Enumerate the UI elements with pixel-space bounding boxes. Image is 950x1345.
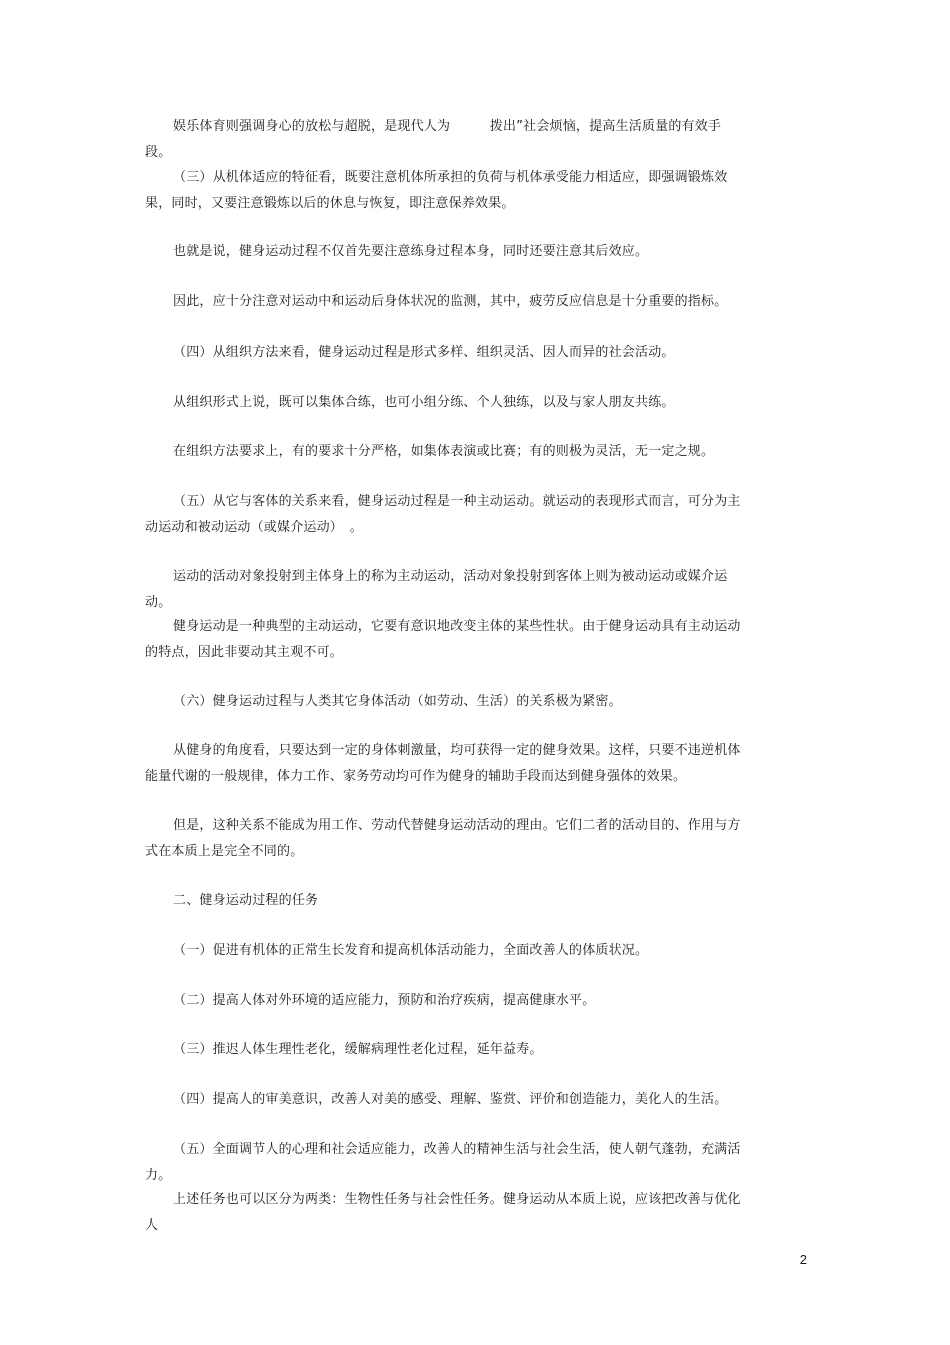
paragraph-17: （三）推迟人体生理性老化，缓解病理性老化过程，延年益寿。 <box>173 1042 543 1057</box>
paragraph-15: （一）促进有机体的正常生长发育和提高机体活动能力，全面改善人的体质状况。 <box>173 943 649 958</box>
paragraph-12: 从健身的角度看，只要达到一定的身体刺激量，均可获得一定的健身效果。这样，只要不违逆机体能量代谢的一般规律，体力工作、家务劳动均可作为健身的辅助手段而达到健身强体的效果。 <box>145 743 741 784</box>
page-number: 2 <box>799 1252 807 1267</box>
paragraph-19: （五）全面调节人的心理和社会适应能力，改善人的精神生活与社会生活，使人朝气蓬勃，充满活力。 <box>145 1142 741 1183</box>
paragraph-18: （四）提高人的审美意识，改善人对美的感受、理解、鉴赏、评价和创造能力，美化人的生活。 <box>173 1092 728 1107</box>
paragraph-6: 从组织形式上说，既可以集体合练，也可小组分练、个人独练，以及与家人朋友共练。 <box>173 395 675 410</box>
paragraph-10: 健身运动是一种典型的主动运动，它要有意识地改变主体的某些性状。由于健身运动具有主动运动的特点，因此非要动其主观不可。 <box>145 619 741 660</box>
paragraph-8: （五）从它与客体的关系来看，健身运动过程是一种主动运动。就运动的表现形式而言，可分为主动运动和被动运动（或媒介运动） 。 <box>145 494 741 535</box>
paragraph-5: （四）从组织方法来看，健身运动过程是形式多样、组织灵活、因人而异的社会活动。 <box>173 345 675 360</box>
paragraph-2: （三）从机体适应的特征看，既要注意机体所承担的负荷与机体承受能力相适应，即强调锻炼效果，同时，又要注意锻炼以后的休息与恢复，即注意保养效果。 <box>145 170 728 211</box>
paragraph-11: （六）健身运动过程与人类其它身体活动（如劳动、生活）的关系极为紧密。 <box>173 694 622 709</box>
paragraph-16: （二）提高人体对外环境的适应能力，预防和治疗疾病，提高健康水平。 <box>173 993 596 1008</box>
paragraph-20: 上述任务也可以区分为两类：生物性任务与社会性任务。健身运动从本质上说，应该把改善与优化人 <box>145 1192 741 1233</box>
paragraph-4: 因此，应十分注意对运动中和运动后身体状况的监测，其中，疲劳反应信息是十分重要的指标。 <box>173 294 728 309</box>
paragraph-9: 运动的活动对象投射到主体身上的称为主动运动，活动对象投射到客体上则为被动运动或媒介运动。 <box>145 569 728 610</box>
paragraph-3: 也就是说，健身运动过程不仅首先要注意练身过程本身，同时还要注意其后效应。 <box>173 244 649 259</box>
paragraph-7: 在组织方法要求上，有的要求十分严格，如集体表演或比赛；有的则极为灵活，无一定之规。 <box>173 444 715 459</box>
paragraph-13: 但是，这种关系不能成为用工作、劳动代替健身运动活动的理由。它们二者的活动目的、作用与方式在本质上是完全不同的。 <box>145 818 741 859</box>
paragraph-1: 娱乐体育则强调身心的放松与超脱，是现代人为 拨出”社会烦恼，提高生活质量的有效手段。 <box>145 119 722 160</box>
section-heading: 二、健身运动过程的任务 <box>173 893 319 908</box>
